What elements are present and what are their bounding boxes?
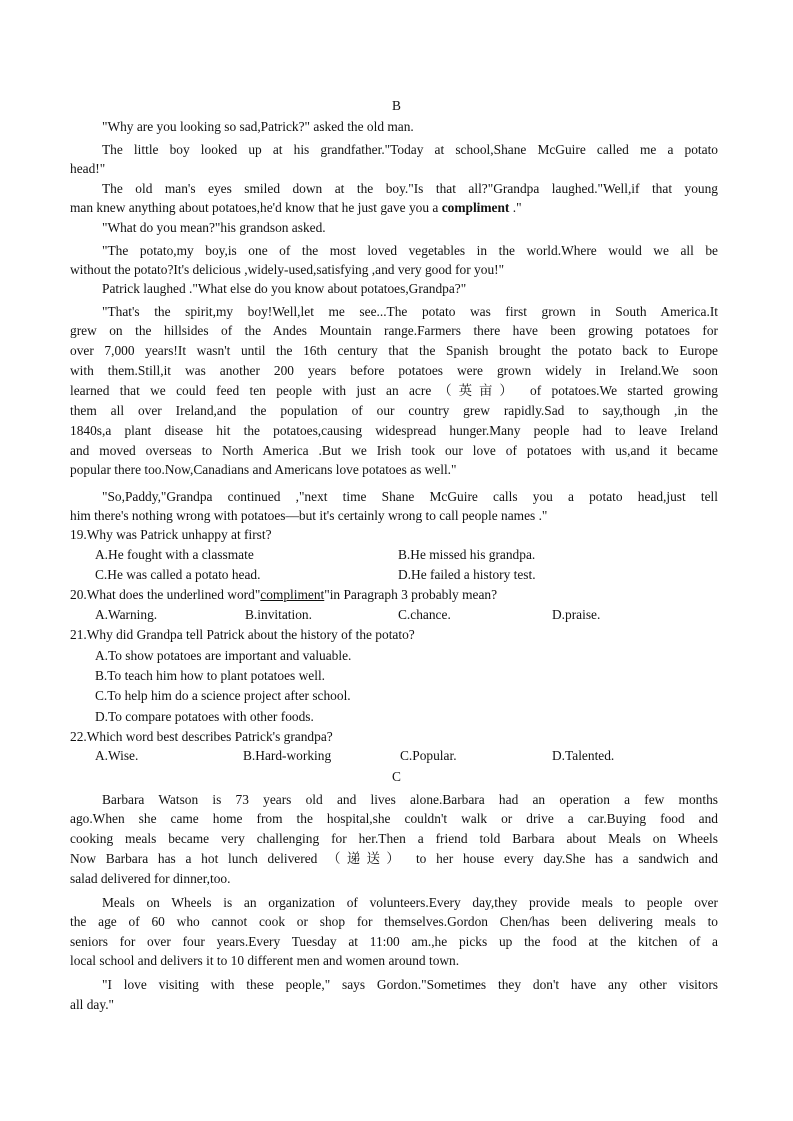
question-20-stem bbox=[70, 585, 497, 604]
q19-option-d[interactable]: D.He failed a history test. bbox=[398, 567, 536, 582]
passage-b-text: man knew anything about potatoes,he'd know that he just gave you a bbox=[70, 200, 442, 215]
passage-c-line: "I love visiting with these people," says Gordon."Sometimes they don't have any other visitors bbox=[102, 977, 718, 992]
q21-option-b[interactable]: B.To teach him how to plant potatoes well. bbox=[95, 668, 326, 683]
q19-option-b[interactable]: B.He missed his grandpa. bbox=[398, 547, 536, 562]
passage-c-line: local school and delivers it to 10 different men and women around town. bbox=[70, 953, 460, 968]
q19-option-c[interactable]: C.He was called a potato head. bbox=[95, 567, 261, 582]
q21-option-c[interactable]: C.To help him do a science project after school. bbox=[95, 688, 351, 703]
passage-b-line: "So,Paddy,"Grandpa continued ,"next time Shane McGuire calls you a potato head,just tell bbox=[102, 489, 718, 504]
passage-b-line: learned that we could feed ten people with just an acre（英亩） of potatoes.We started growing bbox=[70, 383, 718, 398]
passage-b-line: them all over Ireland,and the population of our country grew rapidly.Sad to say,though ,in the bbox=[70, 403, 718, 418]
passage-c-line: seniors for over four years.Every Tuesday at 11:00 am.,he picks up the food at the kitchen of a bbox=[70, 934, 718, 949]
q20-stem-text: "in Paragraph 3 probably mean? bbox=[324, 587, 498, 602]
passage-c-line: Barbara Watson is 73 years old and lives alone.Barbara had an operation a few months bbox=[102, 792, 718, 807]
q21-option-d[interactable]: D.To compare potatoes with other foods. bbox=[95, 709, 314, 724]
passage-c-line: cooking meals became very challenging for her.Then a friend told Barbara about Meals on Wheels bbox=[70, 831, 718, 846]
passage-b-line: "That's the spirit,my boy!Well,let me see...The potato was first grown in South America.It bbox=[102, 304, 718, 319]
passage-b-text: ." bbox=[509, 200, 522, 215]
passage-b-line: "What do you mean?"his grandson asked. bbox=[102, 220, 326, 235]
passage-c-line: the age of 60 who cannot cook or shop for themselves.Gordon Chen/has been delivering meals to bbox=[70, 914, 718, 929]
passage-b-line: and moved overseas to North America .But we Irish took our love of potatoes with us,and it became bbox=[70, 443, 718, 458]
passage-b-line: The little boy looked up at his grandfather."Today at school,Shane McGuire called me a potato bbox=[102, 142, 718, 157]
passage-b-line: Patrick laughed ."What else do you know about potatoes,Grandpa?" bbox=[102, 281, 467, 296]
passage-b-line: The old man's eyes smiled down at the boy."Is that all?"Grandpa laughed."Well,if that young bbox=[102, 181, 718, 196]
q20-option-a[interactable]: A.Warning. bbox=[95, 607, 158, 622]
passage-b-line: popular there too.Now,Canadians and Americans love potatoes as well." bbox=[70, 462, 457, 477]
passage-b-line: with them.Still,it was another 200 years before potatoes were grown widely in Ireland.We soon bbox=[70, 363, 718, 378]
q20-option-c[interactable]: C.chance. bbox=[398, 607, 451, 622]
q22-option-a[interactable]: A.Wise. bbox=[95, 748, 139, 763]
q20-option-d[interactable]: D.praise. bbox=[552, 607, 601, 622]
q20-stem-text: 20.What does the underlined word" bbox=[70, 587, 261, 602]
q20-underlined-word: compliment bbox=[260, 587, 325, 602]
passage-c-line: salad delivered for dinner,too. bbox=[70, 871, 231, 886]
question-21-stem: 21.Why did Grandpa tell Patrick about the history of the potato? bbox=[70, 627, 415, 642]
compliment-word: compliment bbox=[441, 200, 510, 215]
passage-c-line: ago.When she came home from the hospital,she couldn't walk or drive a car.Buying food and bbox=[70, 811, 718, 826]
q19-option-a[interactable]: A.He fought with a classmate bbox=[95, 547, 254, 562]
q20-option-b[interactable]: B.invitation. bbox=[245, 607, 312, 622]
q22-option-d[interactable]: D.Talented. bbox=[552, 748, 615, 763]
passage-b-line: head!" bbox=[70, 161, 106, 176]
passage-c-line: Meals on Wheels is an organization of volunteers.Every day,they provide meals to people over bbox=[102, 895, 718, 910]
passage-b-line: without the potato?It's delicious ,widely-used,satisfying ,and very good for you!" bbox=[70, 262, 505, 277]
question-19-stem: 19.Why was Patrick unhappy at first? bbox=[70, 527, 272, 542]
passage-b-line: over 7,000 years!It wasn't until the 16th century that the Spanish brought the potato back to Europe bbox=[70, 343, 718, 358]
passage-b-line: grew on the hillsides of the Andes Mountain range.Farmers there have been growing potatoes for bbox=[70, 323, 718, 338]
q21-option-a[interactable]: A.To show potatoes are important and valuable. bbox=[95, 648, 352, 663]
passage-c-line: all day." bbox=[70, 997, 115, 1012]
q22-option-c[interactable]: C.Popular. bbox=[400, 748, 457, 763]
passage-b-line bbox=[70, 198, 522, 217]
q22-option-b[interactable]: B.Hard-working bbox=[243, 748, 332, 763]
section-c-heading: C bbox=[392, 769, 401, 784]
passage-b-line: "The potato,my boy,is one of the most loved vegetables in the world.Where would we all be bbox=[102, 243, 718, 258]
question-22-stem: 22.Which word best describes Patrick's grandpa? bbox=[70, 729, 333, 744]
passage-b-line: 1840s,a plant disease hit the potatoes,causing widespread hunger.Many people had to leave Ireland bbox=[70, 423, 718, 438]
passage-b-line: him there's nothing wrong with potatoes—but it's certainly wrong to call people names ." bbox=[70, 508, 548, 523]
section-b-heading: B bbox=[392, 98, 401, 113]
passage-c-line: Now Barbara has a hot lunch delivered （递送） to her house every day.She has a sandwich and bbox=[70, 851, 718, 866]
passage-b-line: "Why are you looking so sad,Patrick?" asked the old man. bbox=[102, 119, 414, 134]
